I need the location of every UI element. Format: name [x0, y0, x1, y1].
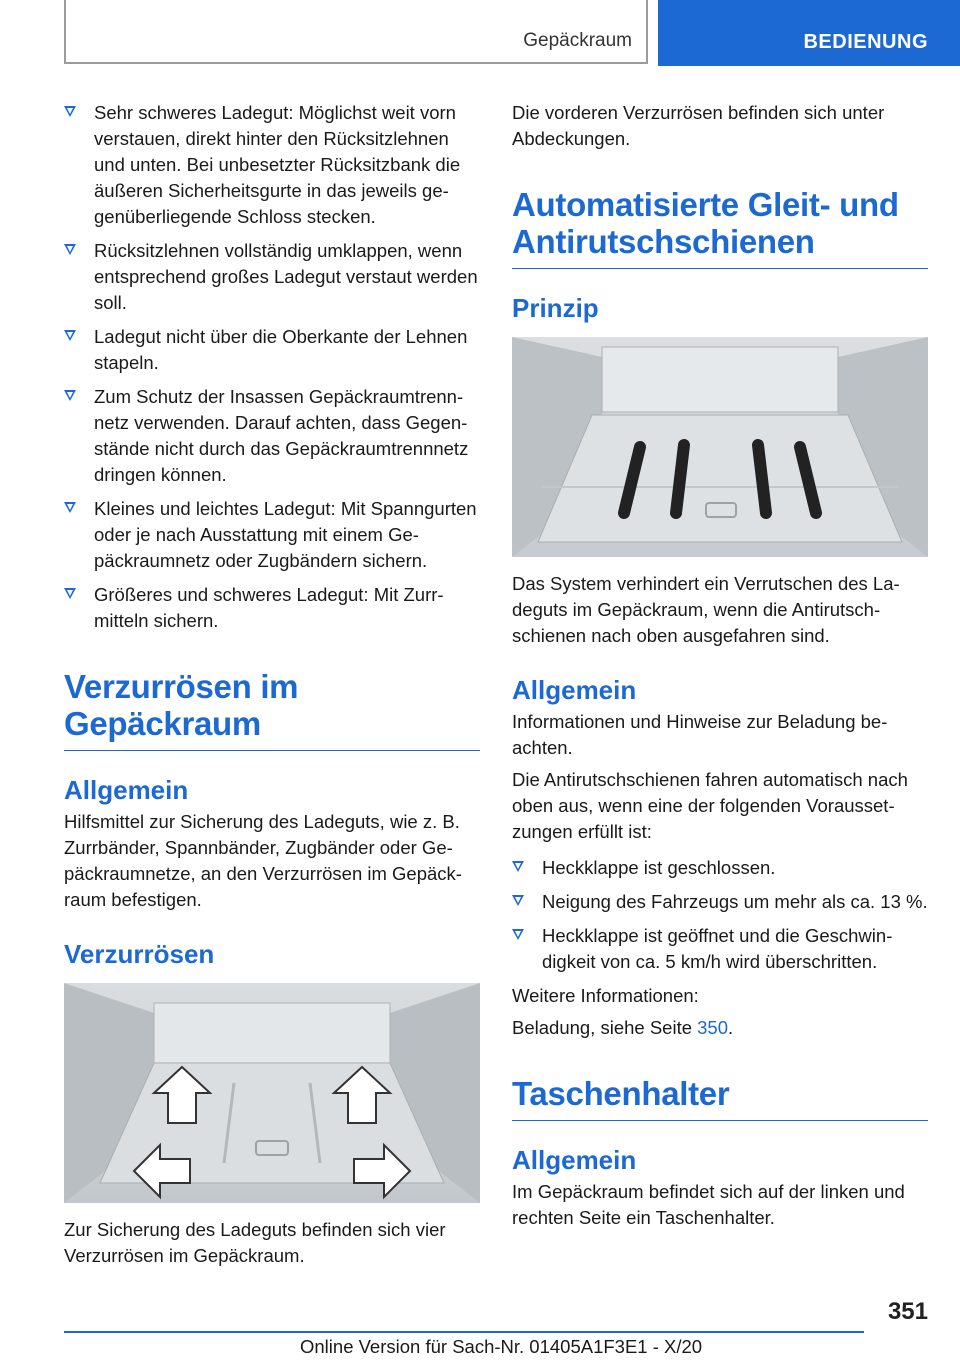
- triangle-bullet-icon: [64, 330, 76, 341]
- subheading-general: Allgemein: [64, 775, 189, 805]
- list-item: Sehr schweres Ladegut: Möglichst weit vorn verstauen, direkt hinter den Rücksitzlehnen und unten. Bei unbesetzter Rücksitzbank die äußeren Sicherheitsgurte in das jeweils gegenüberliegende Schloss stecken.: [64, 100, 480, 230]
- general-text: Die Antirutschschienen fahren automatisch nach oben aus, wenn eine der folgenden Voraussetzungen erfüllt ist:: [512, 769, 908, 842]
- left-column: [64, 100, 480, 1275]
- lashing-eyes-figure: [64, 983, 480, 1203]
- list-item: Heckklappe ist geöffnet und die Geschwindigkeit von ca. 5 km/h wird überschritten.: [512, 923, 928, 975]
- subheading-general: Allgemein: [512, 1145, 637, 1175]
- heading-anti-slip-rails: Automatisierte Gleit- und Antirutschschienen: [512, 186, 928, 269]
- anti-slip-rails-figure: [512, 337, 928, 557]
- footer-divider: [64, 1331, 864, 1333]
- triangle-bullet-icon: [512, 895, 524, 906]
- triangle-bullet-icon: [512, 929, 524, 940]
- right-column: [512, 100, 928, 1237]
- cargo-area-illustration: [64, 983, 480, 1203]
- triangle-bullet-icon: [64, 502, 76, 513]
- chapter-tab[interactable]: [658, 0, 960, 66]
- list-item: Neigung des Fahrzeugs um mehr als ca. 13 %.: [512, 889, 928, 915]
- subheading-principle: Prinzip: [512, 293, 599, 323]
- cross-reference: Beladung, siehe Seite 350.: [512, 1017, 734, 1038]
- triangle-bullet-icon: [512, 861, 524, 872]
- list-item: Heckklappe ist geschlossen.: [512, 855, 928, 881]
- list-item: Zum Schutz der Insassen Gepäckraumtrennnetz verwenden. Darauf achten, dass Gegenstände nicht durch das Gepäckraumtrennnetz dringen können.: [64, 384, 480, 488]
- list-item: Ladegut nicht über die Oberkante der Lehnen stapeln.: [64, 324, 480, 376]
- subheading-general: Allgemein: [512, 675, 637, 705]
- heading-lashing-eyes: Verzurrösen im Gepäckraum: [64, 668, 480, 751]
- triangle-bullet-icon: [64, 106, 76, 117]
- general-text: Informationen und Hinweise zur Beladung beachten.: [512, 711, 888, 758]
- rails-illustration: [512, 337, 928, 557]
- list-item: Kleines und leichtes Ladegut: Mit Spanngurten oder je nach Ausstattung mit einem Gepäckraumnetz oder Zugbändern sichern.: [64, 496, 480, 574]
- page-reference-link[interactable]: 350: [697, 1017, 729, 1038]
- triangle-bullet-icon: [64, 588, 76, 599]
- page-number: 351: [887, 1298, 928, 1325]
- header-bar: [64, 0, 648, 64]
- footer-online-version: Online Version für Sach-Nr. 01405A1F3E1 - X/20: [300, 1336, 703, 1357]
- list-item: Rücksitzlehnen vollständig umklappen, wenn entsprechend großes Ladegut verstaut werden soll.: [64, 238, 480, 316]
- more-info-label: Weitere Informationen:: [512, 985, 699, 1006]
- section-title: Gepäckraum: [523, 30, 632, 51]
- list-item: Größeres und schweres Ladegut: Mit Zurrmitteln sichern.: [64, 582, 480, 634]
- chapter-tab-label: BEDIENUNG: [803, 31, 928, 53]
- general-text: Hilfsmittel zur Sicherung des Ladeguts, wie z. B. Zurrbänder, Spannbänder, Zugbänder oder Gepäckraumnetze, an den Verzurrösen im Gepäckraum befestigen.: [64, 811, 462, 910]
- heading-bag-holders: Taschenhalter: [512, 1075, 928, 1121]
- triangle-bullet-icon: [64, 244, 76, 255]
- figure-caption: Zur Sicherung des Ladeguts befinden sich vier Verzurrösen im Gepäckraum.: [64, 1219, 446, 1266]
- figure-caption: Das System verhindert ein Verrutschen des Ladeguts im Gepäckraum, wenn die Antirutschschienen nach oben ausgefahren sind.: [512, 573, 900, 646]
- subheading-lashing-eyes: Verzurrösen: [64, 939, 215, 969]
- triangle-bullet-icon: [64, 390, 76, 401]
- bag-holders-text: Im Gepäckraum befindet sich auf der linken und rechten Seite ein Taschenhalter.: [512, 1181, 905, 1228]
- intro-text: Die vorderen Verzurrösen befinden sich unter Abdeckungen.: [512, 102, 885, 149]
